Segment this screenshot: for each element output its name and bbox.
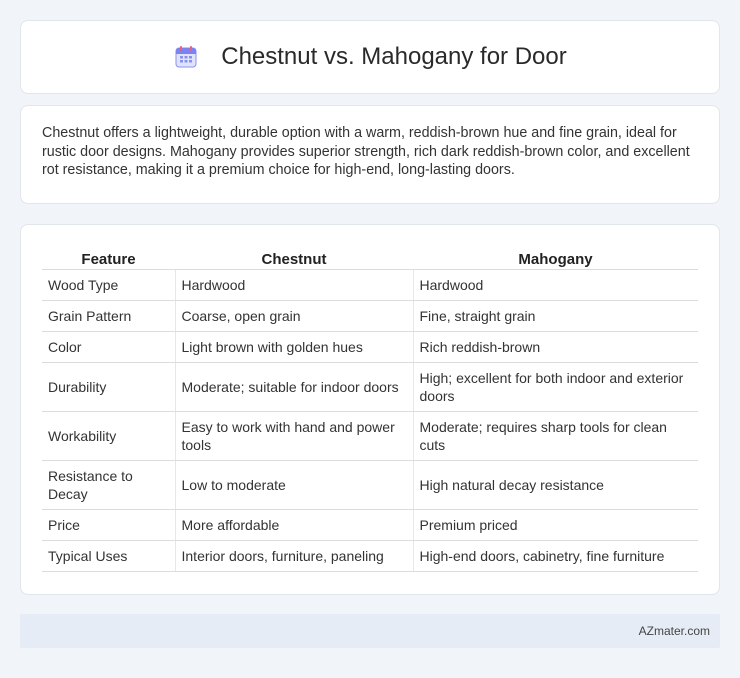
comparison-table bbox=[42, 245, 698, 572]
comparison-table-card bbox=[20, 224, 720, 595]
table-header-row bbox=[42, 245, 698, 269]
feature-cell: Durability bbox=[42, 362, 175, 411]
mahogany-cell: High; excellent for both indoor and exterior doors bbox=[413, 362, 698, 411]
chestnut-cell: Light brown with golden hues bbox=[175, 331, 413, 362]
feature-cell: Resistance to Decay bbox=[42, 460, 175, 509]
chestnut-cell: More affordable bbox=[175, 509, 413, 540]
table-row bbox=[42, 540, 698, 571]
column-header-mahogany: Mahogany bbox=[413, 245, 698, 269]
table-row bbox=[42, 269, 698, 300]
table-row bbox=[42, 411, 698, 460]
mahogany-cell: Premium priced bbox=[413, 509, 698, 540]
mahogany-cell: High-end doors, cabinetry, fine furniture bbox=[413, 540, 698, 571]
chestnut-cell: Easy to work with hand and power tools bbox=[175, 411, 413, 460]
description-card bbox=[20, 105, 720, 204]
feature-cell: Workability bbox=[42, 411, 175, 460]
chestnut-cell: Hardwood bbox=[175, 269, 413, 300]
feature-cell: Typical Uses bbox=[42, 540, 175, 571]
chestnut-cell: Interior doors, furniture, paneling bbox=[175, 540, 413, 571]
feature-cell: Color bbox=[42, 331, 175, 362]
table-row bbox=[42, 362, 698, 411]
mahogany-cell: High natural decay resistance bbox=[413, 460, 698, 509]
footer-brand[interactable]: AZmater.com bbox=[638, 624, 710, 638]
table-row bbox=[42, 460, 698, 509]
feature-cell: Wood Type bbox=[42, 269, 175, 300]
table-row bbox=[42, 331, 698, 362]
table-row bbox=[42, 509, 698, 540]
chestnut-cell: Coarse, open grain bbox=[175, 300, 413, 331]
mahogany-cell: Moderate; requires sharp tools for clean cuts bbox=[413, 411, 698, 460]
title-card bbox=[20, 20, 720, 94]
column-header-chestnut: Chestnut bbox=[175, 245, 413, 269]
calendar-icon bbox=[173, 44, 199, 70]
chestnut-cell: Moderate; suitable for indoor doors bbox=[175, 362, 413, 411]
column-header-feature: Feature bbox=[42, 245, 175, 269]
table-row bbox=[42, 300, 698, 331]
feature-cell: Grain Pattern bbox=[42, 300, 175, 331]
mahogany-cell: Fine, straight grain bbox=[413, 300, 698, 331]
mahogany-cell: Hardwood bbox=[413, 269, 698, 300]
description-text: Chestnut offers a lightweight, durable option with a warm, reddish-brown hue and fine grain, ideal for rustic door designs. Mahogany provides superior strength, rich dark reddish-brown color, and excellent rot resistance, making it a premium choice for high-end, long-lasting doors. bbox=[42, 125, 690, 178]
chestnut-cell: Low to moderate bbox=[175, 460, 413, 509]
footer-bar bbox=[20, 614, 720, 648]
page-title: Chestnut vs. Mahogany for Door bbox=[221, 43, 567, 70]
mahogany-cell: Rich reddish-brown bbox=[413, 331, 698, 362]
feature-cell: Price bbox=[42, 509, 175, 540]
